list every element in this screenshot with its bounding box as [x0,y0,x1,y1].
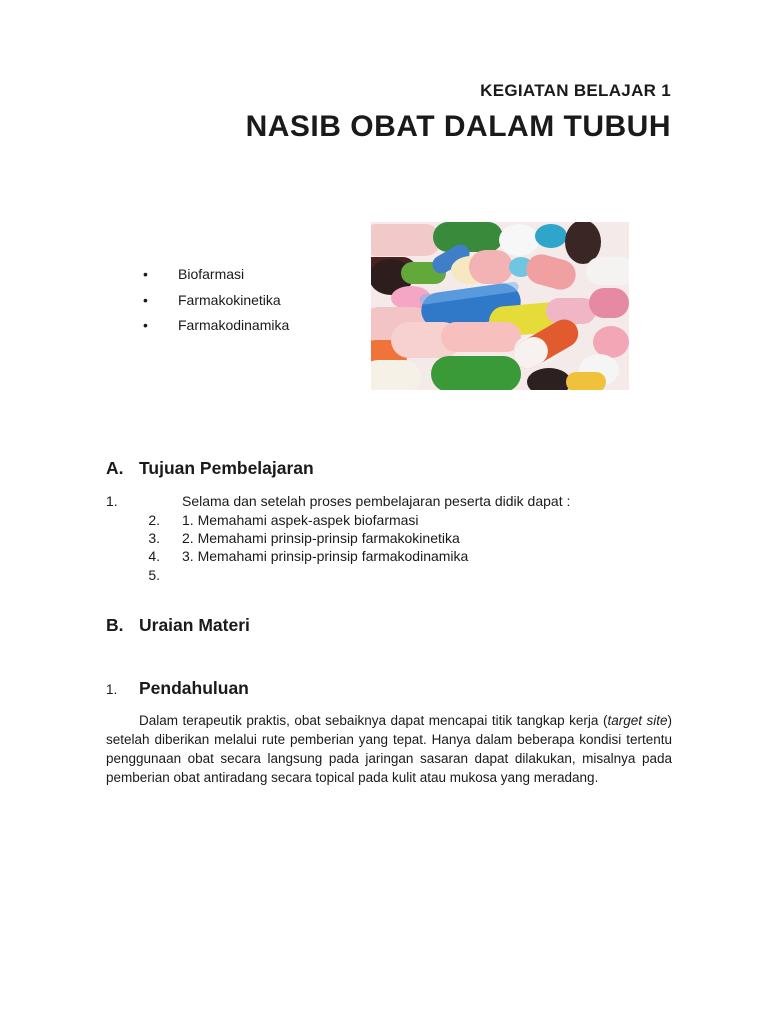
subsection-heading [106,678,249,699]
item-number: 2. [148,512,160,528]
section-a-title: Tujuan Pembelajaran [139,458,314,478]
subsection-title: Pendahuluan [139,678,249,698]
section-a-heading [106,458,314,479]
list-item [143,317,289,343]
item-text: 1. Memahami aspek-aspek biofarmasi [182,512,419,528]
page-title: NASIB OBAT DALAM TUBUH [245,110,671,143]
topic-label: Farmakodinamika [178,317,290,333]
list-item [143,292,289,318]
item-number: 4. [148,548,160,564]
para-part1: Dalam terapeutik praktis, obat sebaiknya dapat mencapai titik tangkap kerja ( [139,713,608,728]
section-b-title: Uraian Materi [139,615,250,635]
item-text: 3. Memahami prinsip-prinsip farmakodinamika [182,548,469,564]
list-item [143,266,289,292]
para-part2: ) setelah diberikan melalui rute pemberian yang tepat. Hanya dalam beberapa kondisi tertentu penggunaan obat secara langsung pada jaringan sasaran dapat dilakukan, misalnya pada pemberian obat antiradang secara topical pada kulit atau mukosa yang meradang. [106,713,673,785]
subsection-marker: 1. [106,682,118,697]
section-b-marker: B. [106,615,124,635]
item-number: 3. [148,530,160,546]
bullet-icon: • [143,291,148,308]
item-text: Selama dan setelah proses pembelajaran peserta didik dapat : [182,493,571,509]
item-text: 2. Memahami prinsip-prinsip farmakokinetika [182,530,460,546]
topic-list [143,266,289,343]
section-b-heading [106,615,250,636]
kegiatan-label: KEGIATAN BELAJAR 1 [480,81,671,100]
topic-label: Biofarmasi [178,266,245,282]
intro-paragraph [106,711,672,787]
section-a-marker: A. [106,458,124,478]
item-number: 1. [106,493,118,509]
colorful-pills-photo [371,222,629,390]
item-number: 5. [148,567,160,583]
bullet-icon: • [143,317,148,333]
para-italic: target site [607,713,668,728]
topic-label: Farmakokinetika [178,291,281,308]
bullet-icon: • [143,266,148,282]
